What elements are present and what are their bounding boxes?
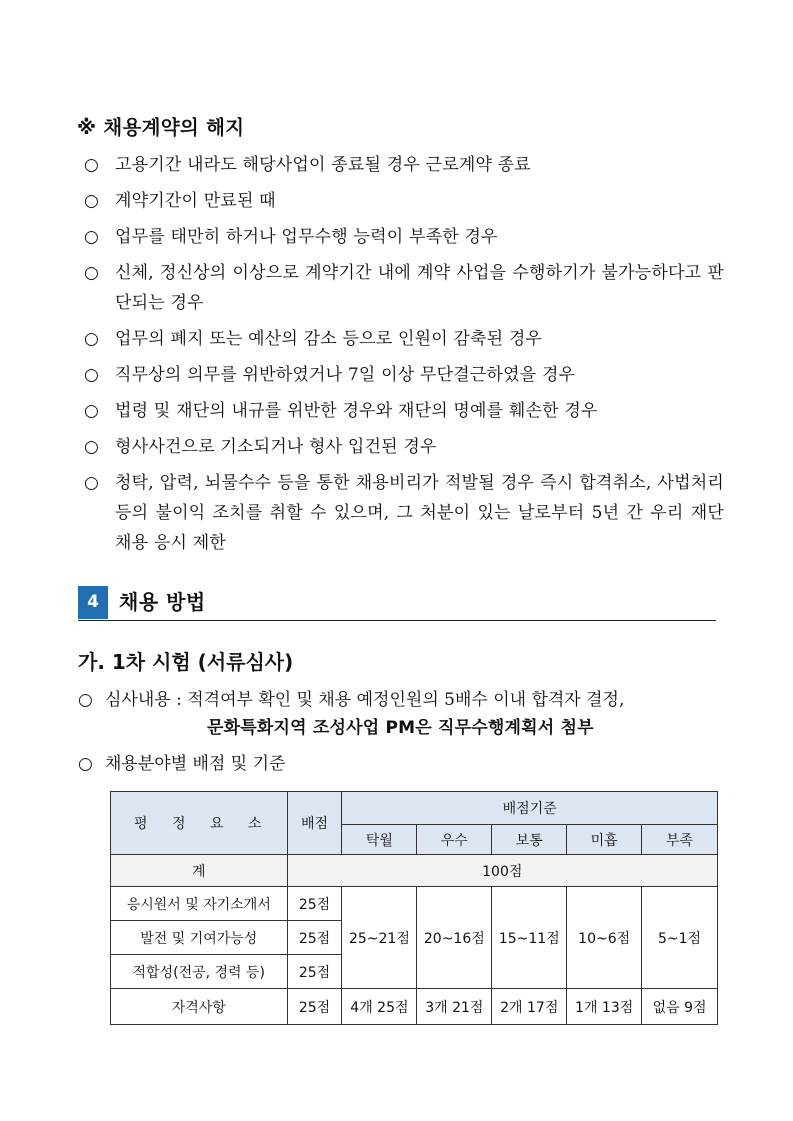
header-grade: 보통 — [492, 825, 567, 855]
table-row — [111, 989, 718, 1025]
list-item — [84, 222, 724, 252]
score-cell: 25점 — [287, 887, 342, 921]
list-item-text: 법령 및 재단의 내규를 위반한 경우와 재단의 명예를 훼손한 경우 — [115, 401, 598, 421]
list-item-text: 고용기간 내라도 해당사업이 종료될 경우 근로계약 종료 — [115, 155, 531, 175]
circle-bullet-icon: ○ — [78, 754, 93, 774]
scoring-table — [110, 791, 718, 1025]
total-label: 계 — [111, 855, 288, 887]
circle-bullet-icon: ○ — [84, 155, 100, 175]
list-item-text: 업무를 태만히 하거나 업무수행 능력이 부족한 경우 — [115, 227, 498, 247]
review-content-emphasis: 문화특화지역 조성사업 PM은 직무수행계획서 첨부 — [207, 718, 594, 738]
grade-cell: 25~21점 — [342, 887, 417, 989]
circle-bullet-icon: ○ — [78, 690, 93, 710]
table-total-row — [111, 855, 718, 887]
element-cell: 응시원서 및 자기소개서 — [111, 887, 288, 921]
termination-heading: ※ 채용계약의 해지 — [77, 116, 245, 139]
grade-cell: 5~1점 — [642, 887, 718, 989]
list-item-text: 채용분야별 배점 및 기준 — [105, 754, 286, 774]
list-item — [78, 686, 718, 742]
termination-list — [84, 150, 724, 564]
section-title: 채용 방법 — [119, 590, 206, 614]
list-item — [84, 186, 724, 216]
review-content-text: 심사내용 : 적격여부 확인 및 채용 예정인원의 5배수 이내 합격자 결정, — [105, 690, 625, 710]
circle-bullet-icon: ○ — [84, 437, 100, 457]
circle-bullet-icon: ○ — [84, 401, 100, 421]
header-score: 배점 — [287, 792, 342, 855]
circle-bullet-icon: ○ — [84, 365, 100, 385]
header-grade: 우수 — [417, 825, 492, 855]
list-item-text: 형사사건으로 기소되거나 형사 입건된 경우 — [115, 437, 437, 457]
score-cell: 25점 — [287, 921, 342, 955]
list-item — [84, 360, 724, 390]
grade-cell: 15~11점 — [492, 887, 567, 989]
circle-bullet-icon: ○ — [84, 473, 100, 493]
element-cell: 적합성(전공, 경력 등) — [111, 955, 288, 989]
element-cell: 발전 및 기여가능성 — [111, 921, 288, 955]
grade-cell: 없음 9점 — [642, 989, 718, 1025]
list-item-text: 신체, 정신상의 이상으로 계약기간 내에 계약 사업을 수행하기가 불가능하다고 판단되는 경우 — [115, 263, 724, 313]
circle-bullet-icon: ○ — [84, 191, 100, 211]
list-item — [84, 324, 724, 354]
element-cell: 자격사항 — [111, 989, 288, 1025]
grade-cell: 2개 17점 — [492, 989, 567, 1025]
list-item — [84, 150, 724, 180]
grade-cell: 3개 21점 — [417, 989, 492, 1025]
circle-bullet-icon: ○ — [84, 227, 100, 247]
grade-cell: 1개 13점 — [567, 989, 642, 1025]
list-item — [84, 396, 724, 426]
header-criteria: 배점기준 — [342, 792, 718, 825]
header-grade: 부족 — [642, 825, 718, 855]
list-item — [84, 432, 724, 462]
grade-cell: 10~6점 — [567, 887, 642, 989]
total-value: 100점 — [287, 855, 717, 887]
list-item-text: 업무의 폐지 또는 예산의 감소 등으로 인원이 감축된 경우 — [115, 329, 543, 349]
list-item — [84, 468, 724, 558]
section-header — [78, 586, 716, 621]
grade-cell: 20~16점 — [417, 887, 492, 989]
review-content-line — [78, 686, 718, 714]
table-header-row — [111, 792, 718, 825]
list-item — [78, 750, 285, 778]
table-row — [111, 887, 718, 921]
list-item — [84, 258, 724, 318]
header-grade: 미흡 — [567, 825, 642, 855]
list-item-text: 계약기간이 만료된 때 — [115, 191, 276, 211]
subsection-title: 가. 1차 시험 (서류심사) — [78, 650, 294, 674]
list-item-text: 청탁, 압력, 뇌물수수 등을 통한 채용비리가 적발될 경우 즉시 합격취소, 사법처리 등의 불이익 조치를 취할 수 있으며, 그 처분이 있는 날로부터 5년 간 우리 재단 채용 응시 제한 — [115, 473, 724, 553]
list-item-text: 직무상의 의무를 위반하였거나 7일 이상 무단결근하였을 경우 — [115, 365, 576, 385]
section-number-badge: 4 — [78, 586, 108, 619]
header-element: 평 정 요 소 — [111, 792, 288, 855]
header-grade: 탁월 — [342, 825, 417, 855]
score-cell: 25점 — [287, 955, 342, 989]
circle-bullet-icon: ○ — [84, 329, 100, 349]
score-cell: 25점 — [287, 989, 342, 1025]
grade-cell: 4개 25점 — [342, 989, 417, 1025]
circle-bullet-icon: ○ — [84, 263, 100, 283]
